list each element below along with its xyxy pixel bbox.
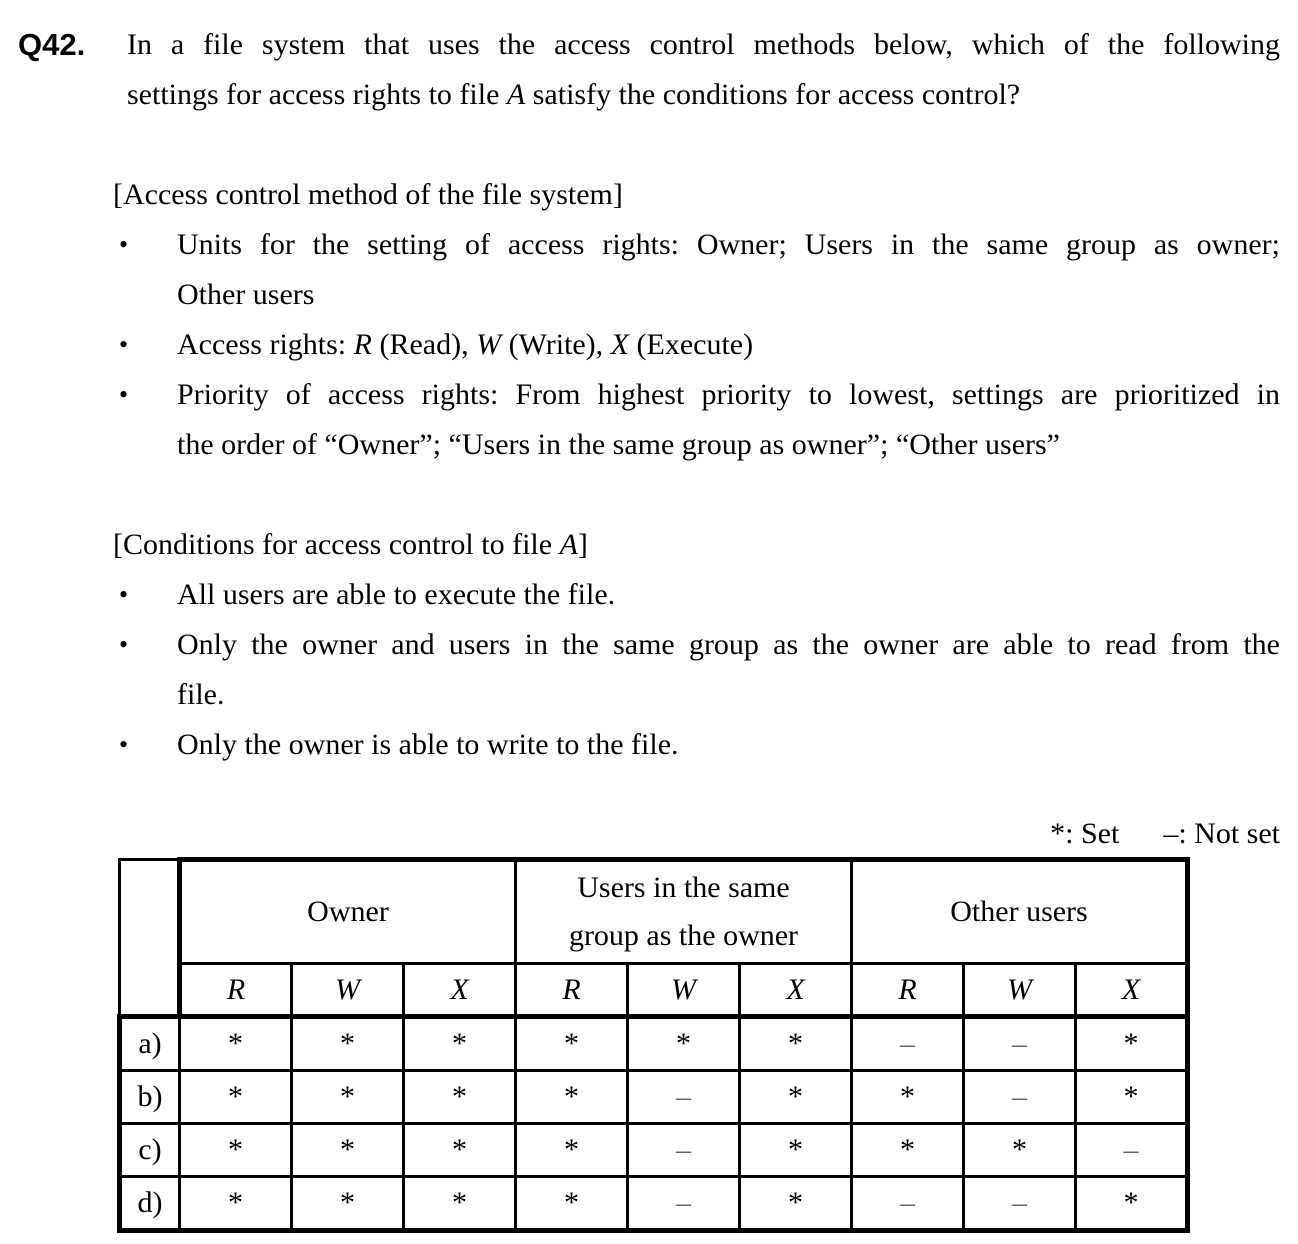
method-section-header: [Access control method of the file system] [113,178,623,211]
column-header-x: X [740,964,852,1017]
access-cell: – [852,1017,964,1071]
access-cell: * [516,1124,628,1177]
row-label-cell: a) [120,1017,180,1071]
access-cell: * [516,1017,628,1071]
question-number: Q42. [18,27,86,62]
row-label-cell: c) [120,1124,180,1177]
group-header-other-users: Other users [852,860,1188,964]
access-cell: * [740,1071,852,1124]
bullet-icon: • [119,330,129,359]
conditions-bullet-2-line-2: file. [177,678,225,711]
access-cell: * [180,1177,292,1231]
access-cell: – [628,1124,740,1177]
access-cell: * [1076,1177,1188,1231]
access-cell: – [628,1177,740,1231]
access-cell: * [628,1017,740,1071]
access-cell: * [516,1177,628,1231]
access-cell: * [1076,1017,1188,1071]
access-cell: * [404,1177,516,1231]
conditions-section-header [113,520,588,570]
file-a-italic: A [559,528,578,561]
column-header-r: R [852,964,964,1017]
conditions-bullet-2-line-1: Only the owner and users in the same group as the owner are able to read from the [177,628,1280,661]
access-cell: – [964,1177,1076,1231]
question-line-2 [127,70,1020,120]
access-cell: * [516,1071,628,1124]
access-cell: * [964,1124,1076,1177]
access-cell: – [628,1071,740,1124]
table-row [120,1071,1188,1124]
legend-not-set: –: Not set [1163,817,1280,850]
access-cell: – [1076,1124,1188,1177]
access-cell: * [1076,1071,1188,1124]
access-cell: * [180,1124,292,1177]
access-cell: * [404,1071,516,1124]
row-label-cell: b) [120,1071,180,1124]
access-cell: * [852,1071,964,1124]
table-subheader-row [120,964,1188,1017]
bullet-icon: • [119,580,129,609]
question-line-1: In a file system that uses the access control methods below, which of the following [127,28,1280,61]
access-cell: * [292,1071,404,1124]
conditions-bullet-3: Only the owner is able to write to the file. [177,728,679,761]
access-rights-table [117,857,1190,1233]
table-row [120,1124,1188,1177]
access-cell: * [180,1017,292,1071]
access-cell: * [292,1124,404,1177]
column-header-w: W [292,964,404,1017]
access-cell: * [404,1124,516,1177]
read-text: (Read), [371,328,477,361]
access-cell: * [852,1124,964,1177]
access-cell: * [740,1124,852,1177]
file-a-italic: A [506,78,526,111]
method-bullet-2 [177,320,753,370]
bullet-icon: • [119,380,129,409]
w-italic: W [476,328,502,361]
write-text: (Write), [501,328,611,361]
method-bullet-3-line-1: Priority of access rights: From highest priority to lowest, settings are prioritized in [177,378,1280,411]
table-corner-cell [120,860,180,1017]
bullet-icon: • [119,730,129,759]
access-cell: – [964,1071,1076,1124]
execute-text: (Execute) [629,328,754,361]
column-header-r: R [180,964,292,1017]
r-italic: R [353,328,372,361]
column-header-w: W [628,964,740,1017]
access-cell: * [404,1017,516,1071]
table-row [120,1177,1188,1231]
access-cell: * [180,1071,292,1124]
access-cell: * [292,1177,404,1231]
conditions-bullet-1: All users are able to execute the file. [177,578,616,611]
column-header-x: X [1076,964,1188,1017]
access-cell: * [292,1017,404,1071]
access-cell: * [740,1017,852,1071]
legend-set: *: Set [1050,817,1120,850]
group-header-owner: Owner [180,860,516,964]
question-line-2-text: settings for access rights to file [127,78,507,111]
access-cell: * [740,1177,852,1231]
question-line-2-tail: satisfy the conditions for access control? [525,78,1021,111]
method-bullet-1-line-1: Units for the setting of access rights: Owner; Users in the same group as owner; [177,228,1280,261]
bullet-icon: • [119,230,129,259]
group-header-same-group: Users in the same group as the owner [516,860,852,964]
access-rights-text: Access rights: [177,328,354,361]
access-cell: – [964,1017,1076,1071]
table-legend [1050,812,1280,856]
row-label-cell: d) [120,1177,180,1231]
column-header-r: R [516,964,628,1017]
column-header-x: X [404,964,516,1017]
access-cell: – [852,1177,964,1231]
table-group-header-row [120,860,1188,964]
x-italic: X [610,328,629,361]
method-bullet-1-line-2: Other users [177,278,315,311]
bullet-icon: • [119,630,129,659]
conditions-header-text: [Conditions for access control to file [113,528,560,561]
method-bullet-3-line-2: the order of “Owner”; “Users in the same group as owner”; “Other users” [177,428,1060,461]
table-row [120,1017,1188,1071]
conditions-header-bracket: ] [577,528,588,561]
column-header-w: W [964,964,1076,1017]
